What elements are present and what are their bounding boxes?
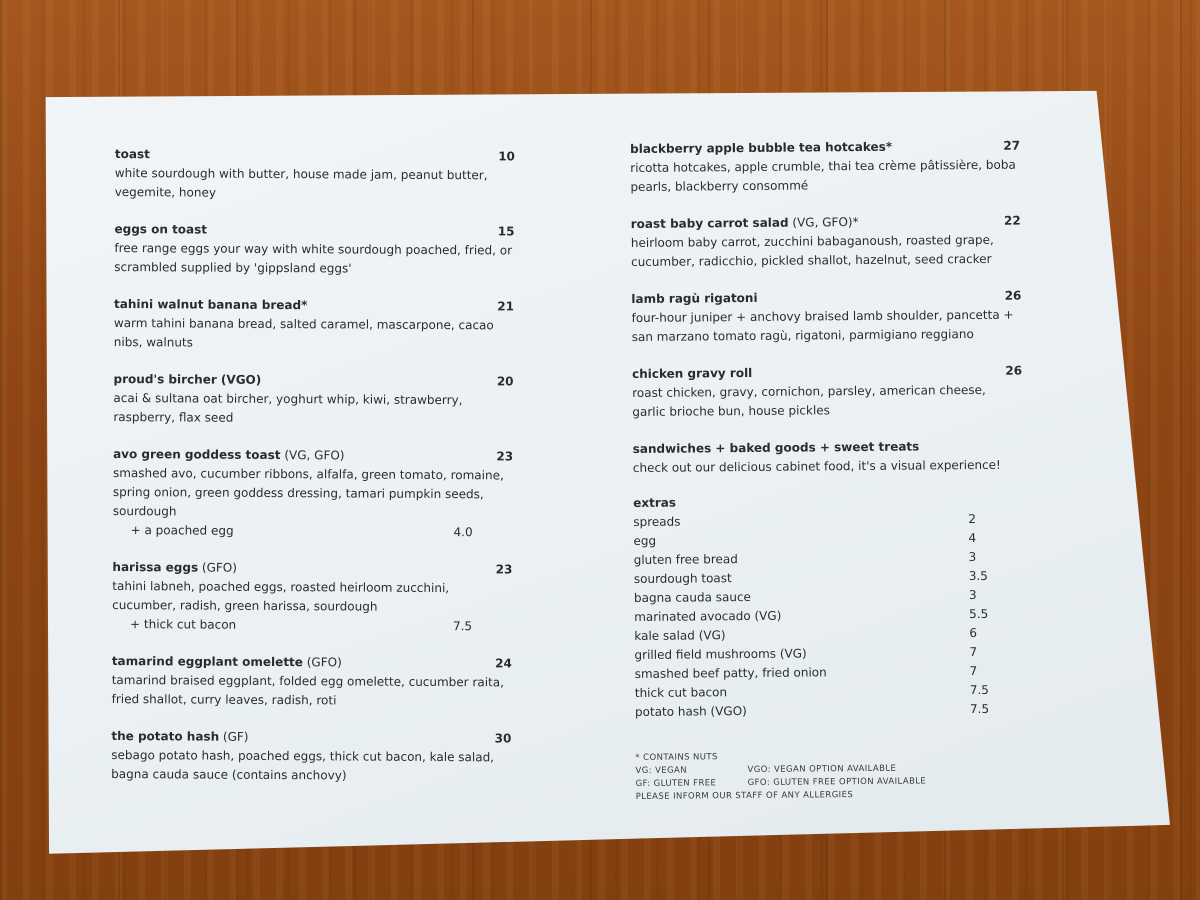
menu-item-avo-toast xyxy=(113,445,514,542)
extra-price: 3 xyxy=(968,549,977,565)
menu-item-banana-bread xyxy=(114,295,514,354)
extra-label: spreads xyxy=(633,514,681,529)
legend-gfo: GFO: GLUTEN FREE OPTION AVAILABLE xyxy=(747,776,927,788)
item-name: proud's bircher (VGO) xyxy=(113,371,262,387)
extra-label: bagna cauda sauce xyxy=(633,589,751,605)
extra-price: 7 xyxy=(969,663,978,679)
item-name: chicken gravy roll xyxy=(631,365,753,381)
item-description: tahini labneh, poached eggs, roasted heirloom zucchini, cucumber, radish, green harissa, sourdough xyxy=(112,578,450,614)
item-price: 26 xyxy=(1004,288,1022,303)
item-price: 24 xyxy=(495,656,512,671)
item-addon xyxy=(112,615,512,636)
menu-item-rigatoni xyxy=(631,287,1021,347)
item-description: four-hour juniper + anchovy braised lamb shoulder, pancetta + san marzano tomato ragù, rigatoni, parmigiano reggiano xyxy=(631,307,1014,344)
extra-price: 7.5 xyxy=(969,682,989,698)
item-name: toast xyxy=(114,146,150,162)
menu-item-eggs-on-toast xyxy=(114,220,514,279)
item-description: ricotta hotcakes, apple crumble, thai tea crème pâtissière, boba pearls, blackberry consommé xyxy=(630,157,1016,194)
menu-item-toast xyxy=(115,145,515,204)
menu-item-carrot-salad xyxy=(631,212,1021,272)
extra-label: smashed beef patty, fried onion xyxy=(634,665,827,681)
item-description: free range eggs your way with white sourdough poached, fried, or scrambled supplied by 'gippsland eggs' xyxy=(114,240,513,276)
item-price: 23 xyxy=(495,562,513,577)
extra-label: sourdough toast xyxy=(633,571,732,586)
item-price: 10 xyxy=(498,149,515,164)
item-name: tamarind eggplant omelette xyxy=(111,653,303,670)
legend-vgo: VGO: VEGAN OPTION AVAILABLE xyxy=(747,763,897,775)
item-name: tahini walnut banana bread* xyxy=(113,296,308,313)
extra-label: gluten free bread xyxy=(633,552,738,567)
menu-item-bircher xyxy=(113,370,513,429)
item-name: sandwiches + baked goods + sweet treats xyxy=(632,439,920,456)
addon-price: 7.5 xyxy=(452,619,473,634)
item-name: harissa eggs xyxy=(112,559,199,575)
extra-label: grilled field mushrooms (VG) xyxy=(634,646,807,662)
extra-price: 7.5 xyxy=(969,701,990,717)
item-tag: (VG, GFO)* xyxy=(788,215,859,230)
item-description: white sourdough with butter, house made jam, peanut butter, vegemite, honey xyxy=(114,165,488,200)
extras-title: extras xyxy=(633,495,677,510)
item-tag: (GFO) xyxy=(198,560,237,575)
item-description: heirloom baby carrot, zucchini babaganoush, roasted grape, cucumber, radicchio, pickled shallot, hazelnut, seed cracker xyxy=(630,232,994,269)
extra-price: 4 xyxy=(968,530,977,546)
item-name: the potato hash xyxy=(111,728,220,744)
item-tag: (GF) xyxy=(219,729,249,744)
item-price: 20 xyxy=(496,374,514,389)
extra-price: 7 xyxy=(969,644,978,660)
item-name: roast baby carrot salad xyxy=(630,215,789,231)
menu-item-cabinet xyxy=(633,437,1023,478)
item-tag: (VG, GFO) xyxy=(280,448,345,463)
item-price: 30 xyxy=(494,731,512,746)
item-description: warm tahini banana bread, salted caramel, mascarpone, cacao nibs, walnuts xyxy=(113,315,494,350)
legend-nuts: * CONTAINS NUTS xyxy=(635,752,718,763)
extra-price: 3 xyxy=(968,587,977,603)
legend-gf: GF: GLUTEN FREE xyxy=(635,778,717,789)
menu-item-potato-hash xyxy=(111,727,511,786)
extra-price: 6 xyxy=(969,625,978,641)
item-price: 15 xyxy=(497,224,515,239)
menu-right-column xyxy=(630,137,1026,804)
extra-price: 5.5 xyxy=(969,606,989,622)
item-price: 23 xyxy=(496,449,514,464)
extra-label: thick cut bacon xyxy=(634,685,728,700)
item-description: tamarind braised eggplant, folded egg omelette, cucumber raita, fried shallot, curry leaves, radish, roti xyxy=(111,672,505,708)
item-description: acai & sultana oat bircher, yoghurt whip, kiwi, strawberry, raspberry, flax seed xyxy=(113,390,463,425)
item-name: blackberry apple bubble tea hotcakes* xyxy=(630,139,893,156)
addon-label: + thick cut bacon xyxy=(130,617,237,632)
extra-label: marinated avocado (VG) xyxy=(634,608,782,624)
item-name: lamb ragù rigatoni xyxy=(631,290,758,306)
item-description: smashed avo, cucumber ribbons, alfalfa, green tomato, romaine, spring onion, green goddess dressing, tamari pumpkin seeds, sourdough xyxy=(112,465,504,519)
extra-label: kale salad (VG) xyxy=(634,628,726,643)
item-description: check out our delicious cabinet food, it's a visual experience! xyxy=(632,457,1001,475)
item-tag: (GFO) xyxy=(302,655,342,670)
menu-item-hotcakes xyxy=(630,137,1020,197)
menu-left-column xyxy=(111,145,515,804)
extra-item xyxy=(635,700,1025,722)
item-addon xyxy=(113,521,513,542)
legend-vg: VG: VEGAN xyxy=(635,765,688,776)
menu-item-omelette xyxy=(112,652,512,711)
extra-label: potato hash (VGO) xyxy=(634,704,747,719)
legend-allergies: PLEASE INFORM OUR STAFF OF ANY ALLERGIES xyxy=(635,790,854,802)
item-description: roast chicken, gravy, cornichon, parsley, american cheese, garlic brioche bun, house pickles xyxy=(632,382,986,419)
extra-label: egg xyxy=(633,533,657,548)
menu-item-gravy-roll xyxy=(632,362,1022,422)
addon-label: + a poached egg xyxy=(130,523,234,538)
extra-price: 2 xyxy=(968,511,977,527)
item-price: 22 xyxy=(1003,213,1021,228)
extras-list xyxy=(633,510,1025,722)
item-name: eggs on toast xyxy=(114,221,208,237)
menu-item-harissa-eggs xyxy=(112,558,512,636)
addon-price: 4.0 xyxy=(453,525,473,540)
item-price: 26 xyxy=(1005,363,1023,378)
dietary-legend xyxy=(635,749,1025,804)
extra-price: 3.5 xyxy=(968,568,988,584)
item-price: 21 xyxy=(497,299,515,314)
item-name: avo green goddess toast xyxy=(113,446,281,463)
item-price: 27 xyxy=(1003,138,1021,153)
item-description: sebago potato hash, poached eggs, thick cut bacon, kale salad, bagna cauda sauce (contains anchovy) xyxy=(111,747,495,783)
